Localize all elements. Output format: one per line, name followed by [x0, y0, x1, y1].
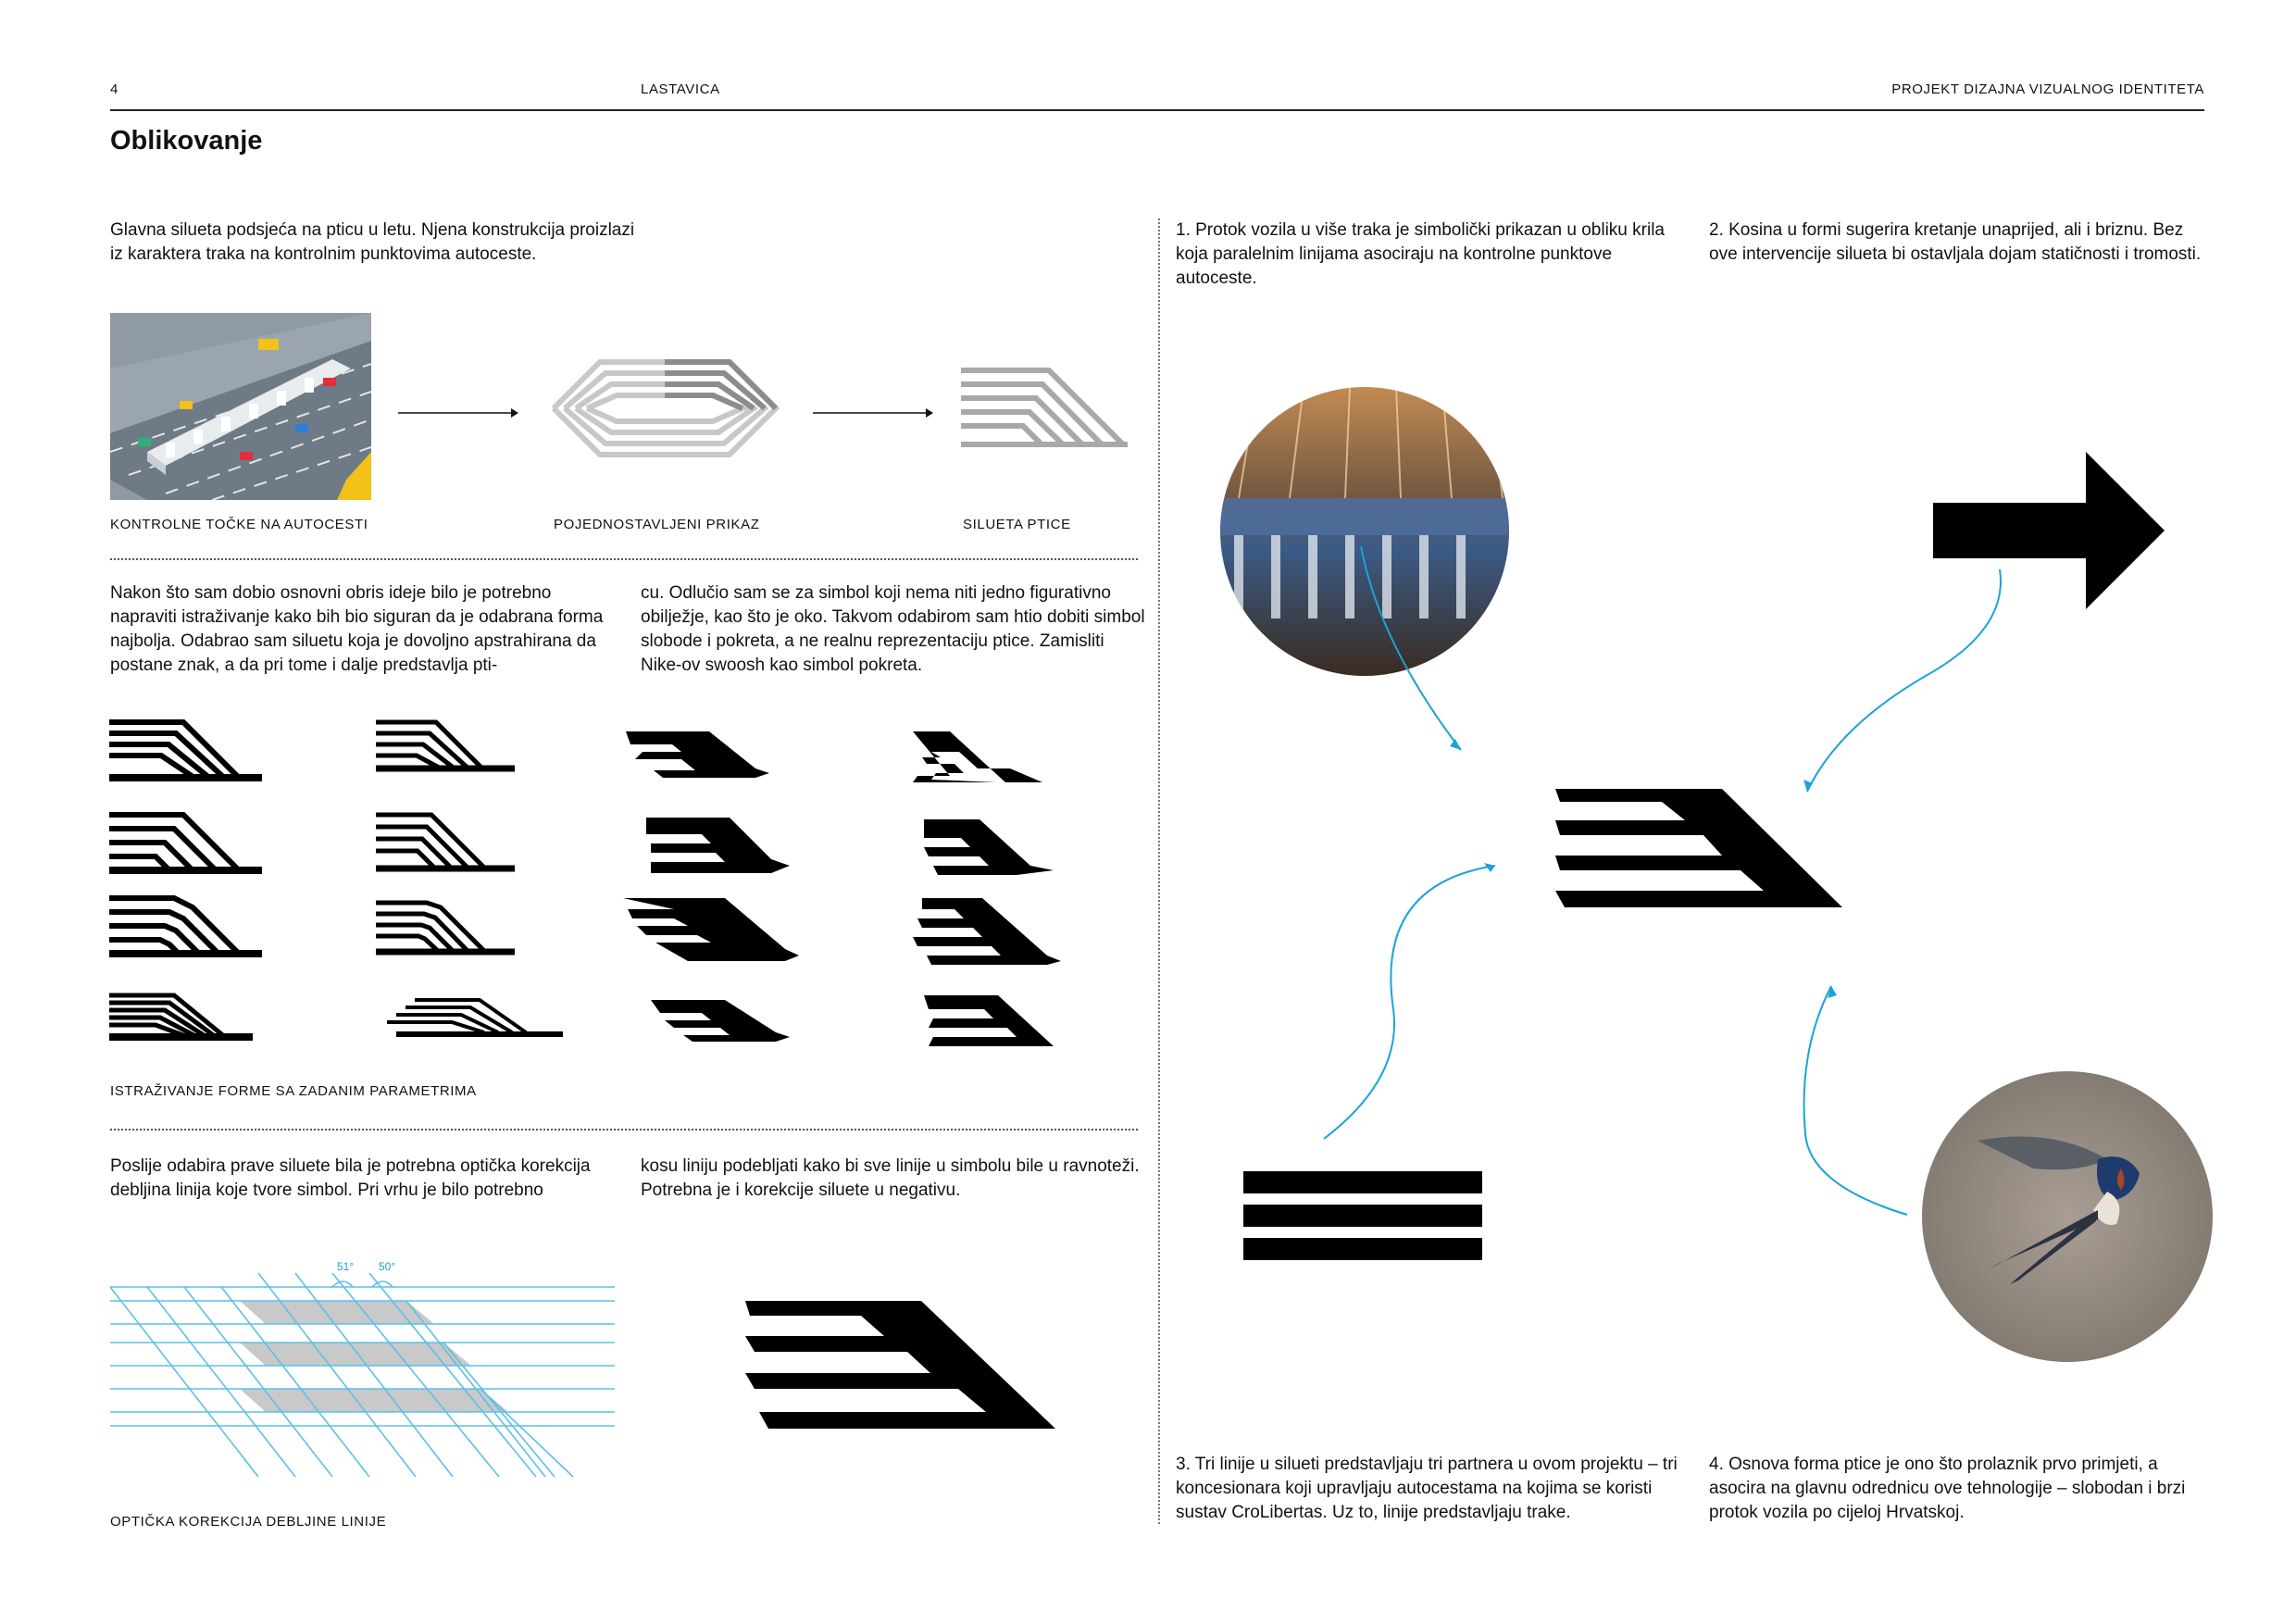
page-number: 4: [110, 81, 119, 97]
variation-9: [626, 731, 769, 778]
variation-1: [109, 722, 262, 778]
variation-8: [387, 1000, 563, 1034]
header-rule: [110, 109, 2204, 111]
arrow-icon: [813, 406, 933, 419]
arrow-icon: [398, 406, 518, 419]
optical-caption: OPTIČKA KOREKCIJA DEBLJINE LINIJE: [110, 1514, 387, 1530]
variation-6: [376, 815, 515, 868]
variation-15: [913, 898, 1061, 965]
variation-12: [651, 1000, 790, 1042]
connector-arrows: [1148, 370, 2296, 1481]
optical-correction-grid: [110, 1250, 629, 1481]
document-title: PROJEKT DIZAJNA VIZUALNOG IDENTITETA: [1891, 81, 2204, 97]
step1-caption: KONTROLNE TOČKE NA AUTOCESTI: [110, 517, 368, 532]
variation-2: [109, 815, 262, 870]
toll-plaza-illustration: [110, 313, 371, 500]
note-2: 2. Kosina u formi sugerira kretanje unaprijed, ali i briznu. Bez ove intervencije silueta bi ostavljala dojam statičnosti i tromosti.: [1709, 220, 2202, 264]
variation-5: [376, 722, 515, 768]
research-text-col1: Nakon što sam dobio osnovni obris ideje bilo je potrebno napraviti istraživanje kako bih bio siguran da je odabrana forma najbolja. Odabrao sam siluetu koja je dovoljno apstrahirana da postane znak, a da pri tome i dalje predstavlja pti-: [110, 583, 604, 675]
variation-4: [109, 995, 253, 1037]
optical-text-col1: Poslije odabira prave siluete bila je potrebna optička korekcija debljina linija koje tvore simbol. Pri vrhu je bilo potrebno: [110, 1156, 591, 1200]
step3-caption: SILUETA PTICE: [963, 517, 1071, 532]
step2-caption: POJEDNOSTAVLJENI PRIKAZ: [554, 517, 760, 532]
variation-7: [376, 903, 515, 952]
note-3: 3. Tri linije u silueti predstavljaju tri partnera u ovom projektu – tri koncesionara koji upravljaju autocestama na kojima se koristi sustav CroLibertas. Uz to, linije predstavljaju trake.: [1176, 1455, 1678, 1522]
gray-bird-silhouette: [961, 366, 1128, 449]
variation-16: [924, 995, 1054, 1046]
variation-14: [924, 819, 1054, 875]
project-name: LASTAVICA: [641, 81, 720, 97]
variation-11: [623, 898, 799, 961]
corrected-mark: [745, 1301, 1060, 1430]
variation-3: [109, 898, 262, 954]
variation-10: [646, 818, 790, 873]
optical-text-col2: kosu liniju podebljati kako bi sve linije u simbolu bile u ravnoteži. Potrebna je i korekcije siluete u negativu.: [641, 1156, 1140, 1200]
section-divider: [110, 558, 1138, 560]
page-title: Oblikovanje: [110, 126, 263, 156]
section-divider: [110, 1129, 1138, 1131]
note-4: 4. Osnova forma ptice je ono što prolaznik prvo primjeti, a asocira na glavnu odrednicu ove tehnologije – slobodan i brzi protok vozila po cijeloj Hrvatskoj.: [1709, 1455, 2186, 1522]
variation-13: [913, 731, 1042, 782]
research-text-col2: cu. Odlučio sam se za simbol koji nema niti jedno figurativno obilježje, kao što je oko. Takvom odabirom sam htio dobiti simbol slobode i pokreta, a ne realnu reprezentaciju ptice. Zamisliti Nike-ov swoosh kao simbol pokreta.: [641, 583, 1145, 675]
form-variations-grid: [109, 718, 1128, 1069]
intro-text: Glavna silueta podsjeća na pticu u letu. Njena konstrukcija proizlazi iz karaktera traka na kontrolnim punktovima autoceste.: [110, 220, 635, 264]
research-caption: ISTRAŽIVANJE FORME SA ZADANIM PARAMETRIMA: [110, 1083, 477, 1099]
angle-label-1: 51°: [337, 1260, 355, 1273]
angle-label-2: 50°: [379, 1260, 396, 1273]
simplified-lanes-graphic: [554, 357, 776, 459]
note-1: 1. Protok vozila u više traka je simbolički prikazan u obliku krila koja paralelnim linijama asociraju na kontrolne punktove autoceste.: [1176, 220, 1665, 288]
